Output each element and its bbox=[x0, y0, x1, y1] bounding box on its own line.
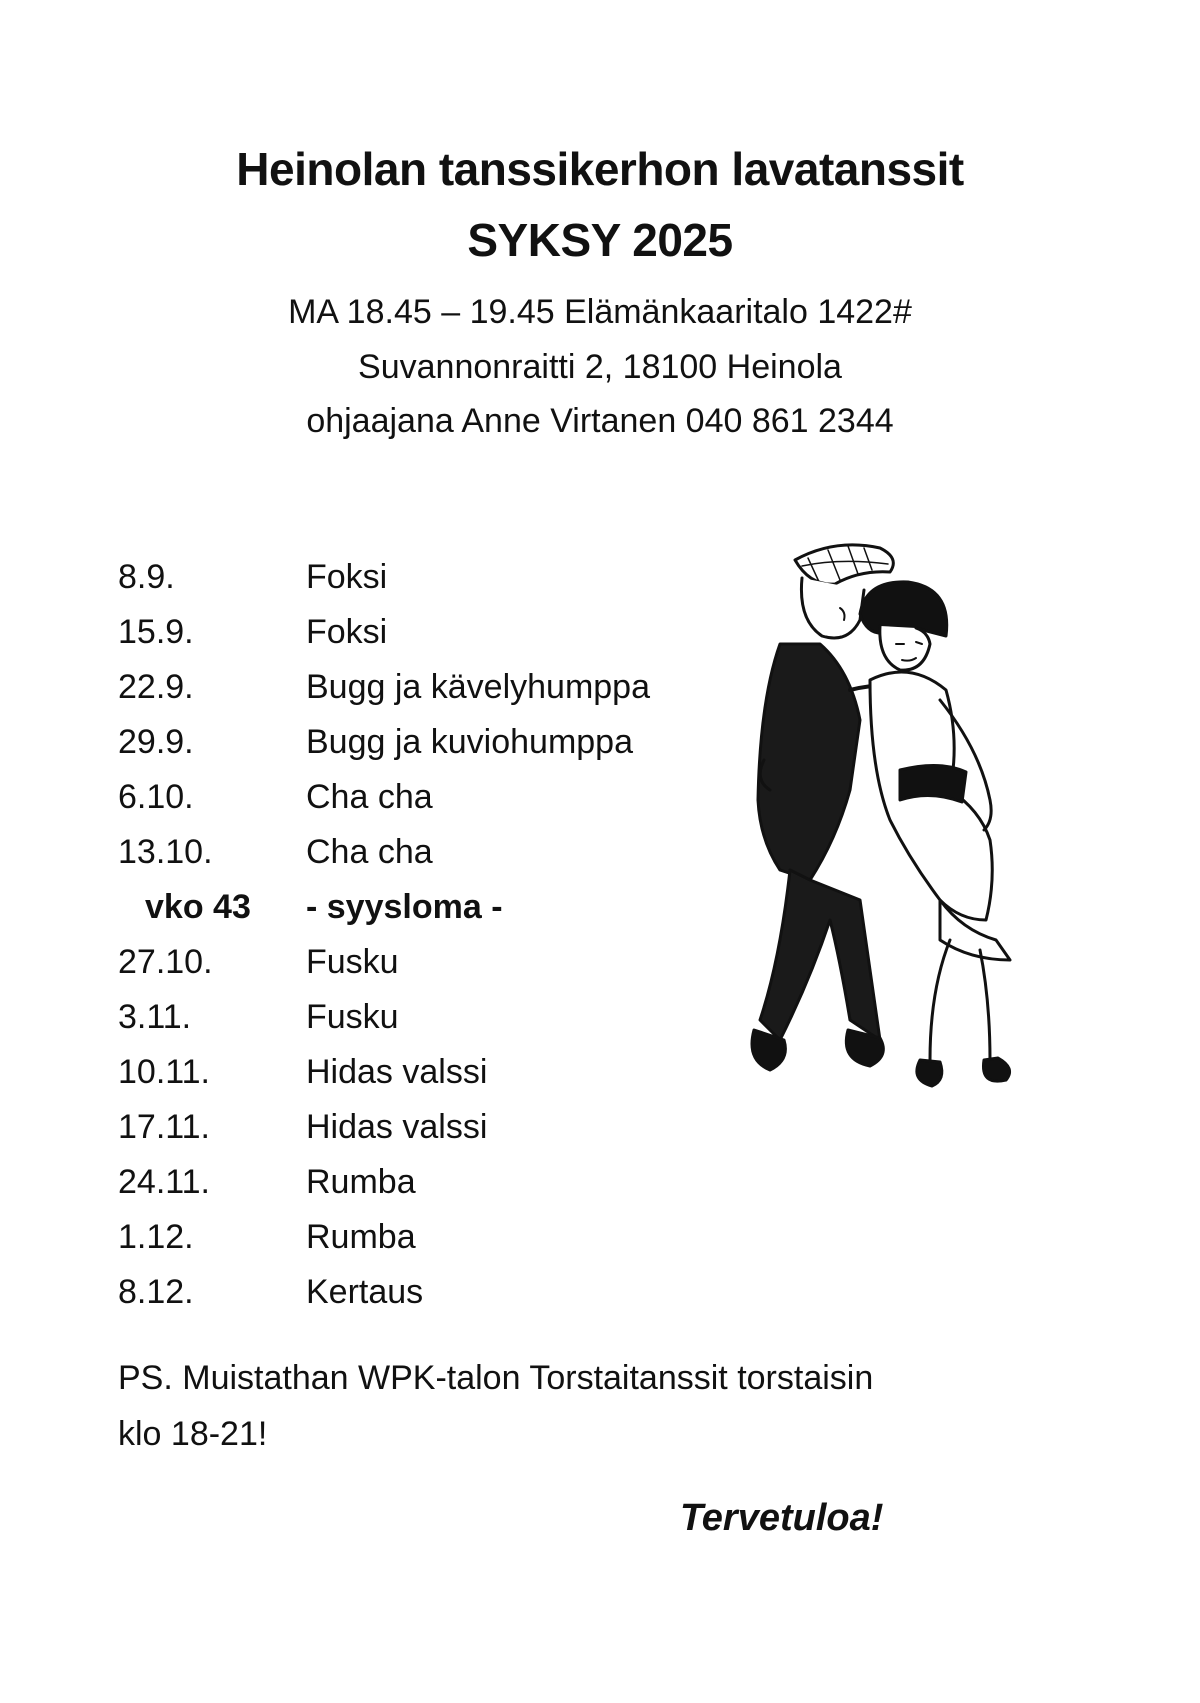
schedule-date: 10.11. bbox=[118, 1053, 211, 1091]
ps-line-2: klo 18-21! bbox=[118, 1415, 268, 1453]
time-place: MA 18.45 – 19.45 Elämänkaaritalo 1422# bbox=[288, 293, 912, 331]
schedule-date: 17.11. bbox=[118, 1108, 211, 1146]
schedule-row bbox=[118, 1045, 758, 1100]
schedule-date: 3.11. bbox=[118, 998, 192, 1036]
trousers bbox=[760, 870, 880, 1040]
schedule-dance: Fusku bbox=[306, 998, 399, 1036]
schedule-row bbox=[118, 770, 758, 825]
welcome-text: Tervetuloa! bbox=[680, 1497, 884, 1539]
schedule-dance: Hidas valssi bbox=[306, 1053, 488, 1091]
schedule-dance: Hidas valssi bbox=[306, 1108, 488, 1146]
schedule-date: 27.10. bbox=[118, 943, 213, 981]
schedule-week: vko 43 bbox=[145, 888, 251, 926]
coat bbox=[758, 644, 860, 880]
schedule-row-holiday bbox=[118, 880, 758, 935]
schedule-holiday-label: - syysloma - bbox=[306, 888, 503, 926]
schedule-dance: Bugg ja kävelyhumppa bbox=[306, 668, 651, 706]
schedule-dance: Foksi bbox=[306, 613, 388, 651]
schedule-row bbox=[118, 1210, 758, 1265]
schedule-row bbox=[118, 990, 758, 1045]
schedule-dance: Kertaus bbox=[306, 1273, 424, 1311]
schedule-date: 24.11. bbox=[118, 1163, 211, 1201]
schedule-dance: Bugg ja kuviohumppa bbox=[306, 723, 634, 761]
schedule-list bbox=[118, 550, 758, 1320]
schedule-row bbox=[118, 715, 758, 770]
schedule-date: 8.9. bbox=[118, 558, 175, 596]
dancing-couple-icon bbox=[740, 540, 1110, 1180]
schedule-date: 29.9. bbox=[118, 723, 194, 761]
ps-line-1: PS. Muistathan WPK-talon Torstaitanssit torstaisin bbox=[118, 1359, 874, 1397]
schedule-row bbox=[118, 1100, 758, 1155]
schedule-dance: Cha cha bbox=[306, 778, 433, 816]
ps-note bbox=[118, 1350, 1058, 1462]
schedule-row bbox=[118, 935, 758, 990]
schedule-row bbox=[118, 825, 758, 880]
schedule-date: 13.10. bbox=[118, 833, 213, 871]
schedule-date: 15.9. bbox=[118, 613, 194, 651]
schedule-dance: Rumba bbox=[306, 1218, 416, 1256]
schedule-dance: Fusku bbox=[306, 943, 399, 981]
schedule-row bbox=[118, 660, 758, 715]
schedule-dance: Rumba bbox=[306, 1163, 416, 1201]
schedule-date: 22.9. bbox=[118, 668, 194, 706]
schedule-row bbox=[118, 1155, 758, 1210]
schedule-date: 1.12. bbox=[118, 1218, 194, 1256]
schedule-row bbox=[118, 550, 758, 605]
season-title: SYKSY 2025 bbox=[467, 214, 733, 266]
schedule-row bbox=[118, 605, 758, 660]
schedule-date: 8.12. bbox=[118, 1273, 194, 1311]
schedule-row bbox=[118, 1265, 758, 1320]
page-title: Heinolan tanssikerhon lavatanssit bbox=[236, 143, 964, 195]
schedule-dance: Cha cha bbox=[306, 833, 433, 871]
instructor: ohjaajana Anne Virtanen 040 861 2344 bbox=[306, 402, 894, 440]
schedule-date: 6.10. bbox=[118, 778, 194, 816]
schedule-dance: Foksi bbox=[306, 558, 388, 596]
address: Suvannonraitti 2, 18100 Heinola bbox=[358, 348, 842, 386]
